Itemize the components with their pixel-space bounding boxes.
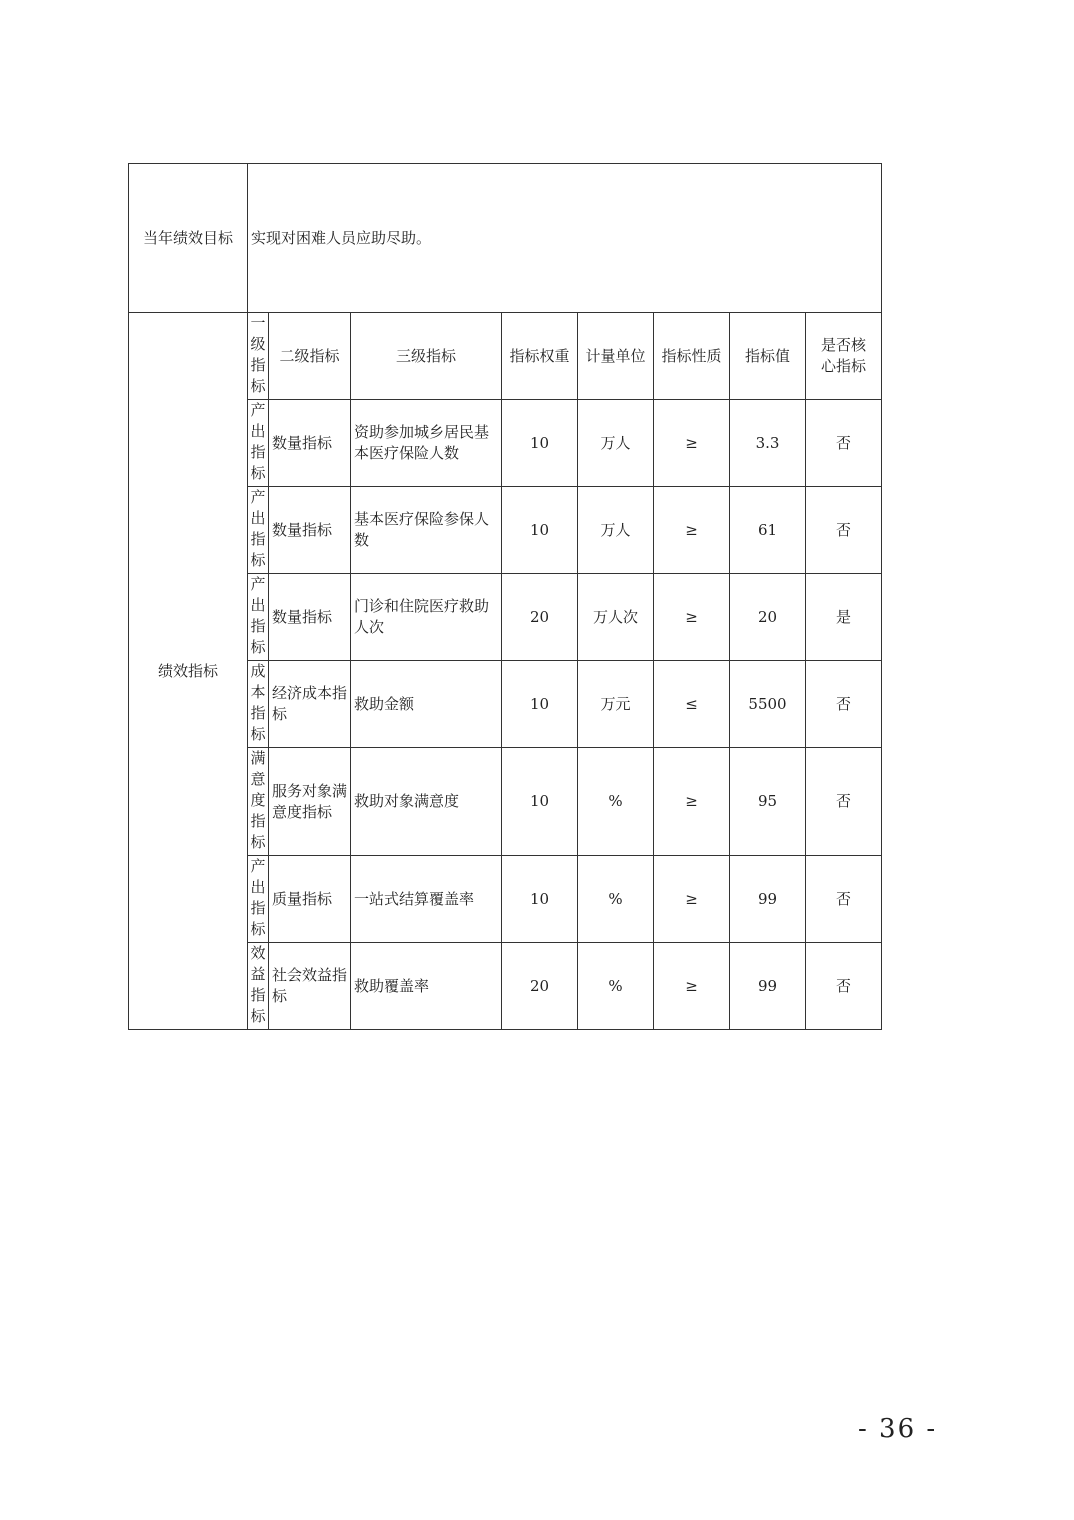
indicators-label: 绩效指标 [129,313,248,1030]
unit-cell: 万人 [578,487,654,574]
value-cell: 99 [730,856,806,943]
level2-cell: 社会效益指标 [269,943,351,1030]
level1-cell: 满 意 度 指 标 [248,748,269,856]
header-level2: 二级指标 [269,313,351,400]
header-weight: 指标权重 [502,313,578,400]
value-cell: 3.3 [730,400,806,487]
level2-cell: 经济成本指标 [269,661,351,748]
header-row [129,313,882,400]
nature-cell: ≥ [654,574,730,661]
level3-cell: 门诊和住院医疗救助人次 [351,574,502,661]
core-cell: 否 [806,487,882,574]
nature-cell: ≥ [654,487,730,574]
unit-cell: % [578,856,654,943]
header-nature: 指标性质 [654,313,730,400]
unit-cell: 万人 [578,400,654,487]
header-level1: 一 级 指 标 [248,313,269,400]
nature-cell: ≥ [654,943,730,1030]
level1-cell: 产 出 指 标 [248,487,269,574]
weight-cell: 10 [502,856,578,943]
unit-cell: % [578,748,654,856]
level1-cell: 效 益 指 标 [248,943,269,1030]
goal-text: 实现对困难人员应助尽助。 [248,164,882,313]
value-cell: 99 [730,943,806,1030]
level3-cell: 救助对象满意度 [351,748,502,856]
unit-cell: % [578,943,654,1030]
nature-cell: ≤ [654,661,730,748]
core-cell: 否 [806,943,882,1030]
nature-cell: ≥ [654,856,730,943]
level1-cell: 产 出 指 标 [248,574,269,661]
weight-cell: 10 [502,748,578,856]
unit-cell: 万元 [578,661,654,748]
performance-table [128,163,882,1030]
level3-cell: 资助参加城乡居民基本医疗保险人数 [351,400,502,487]
value-cell: 20 [730,574,806,661]
core-cell: 否 [806,856,882,943]
weight-cell: 20 [502,943,578,1030]
header-unit: 计量单位 [578,313,654,400]
core-cell: 是 [806,574,882,661]
weight-cell: 10 [502,400,578,487]
level3-cell: 基本医疗保险参保人数 [351,487,502,574]
nature-cell: ≥ [654,400,730,487]
value-cell: 5500 [730,661,806,748]
level3-cell: 救助覆盖率 [351,943,502,1030]
level1-cell: 产 出 指 标 [248,856,269,943]
header-core: 是否核心指标 [806,313,882,400]
core-cell: 否 [806,661,882,748]
weight-cell: 20 [502,574,578,661]
header-value: 指标值 [730,313,806,400]
core-cell: 否 [806,400,882,487]
header-level3: 三级指标 [351,313,502,400]
value-cell: 61 [730,487,806,574]
weight-cell: 10 [502,487,578,574]
level2-cell: 数量指标 [269,574,351,661]
goal-row [129,164,882,313]
level1-cell: 产 出 指 标 [248,400,269,487]
level1-cell: 成 本 指 标 [248,661,269,748]
unit-cell: 万人次 [578,574,654,661]
core-cell: 否 [806,748,882,856]
level3-cell: 一站式结算覆盖率 [351,856,502,943]
level2-cell: 质量指标 [269,856,351,943]
goal-label: 当年绩效目标 [129,164,248,313]
level2-cell: 数量指标 [269,487,351,574]
page-number: - 36 - [858,1414,938,1444]
weight-cell: 10 [502,661,578,748]
level2-cell: 服务对象满意度指标 [269,748,351,856]
nature-cell: ≥ [654,748,730,856]
value-cell: 95 [730,748,806,856]
level3-cell: 救助金额 [351,661,502,748]
level2-cell: 数量指标 [269,400,351,487]
